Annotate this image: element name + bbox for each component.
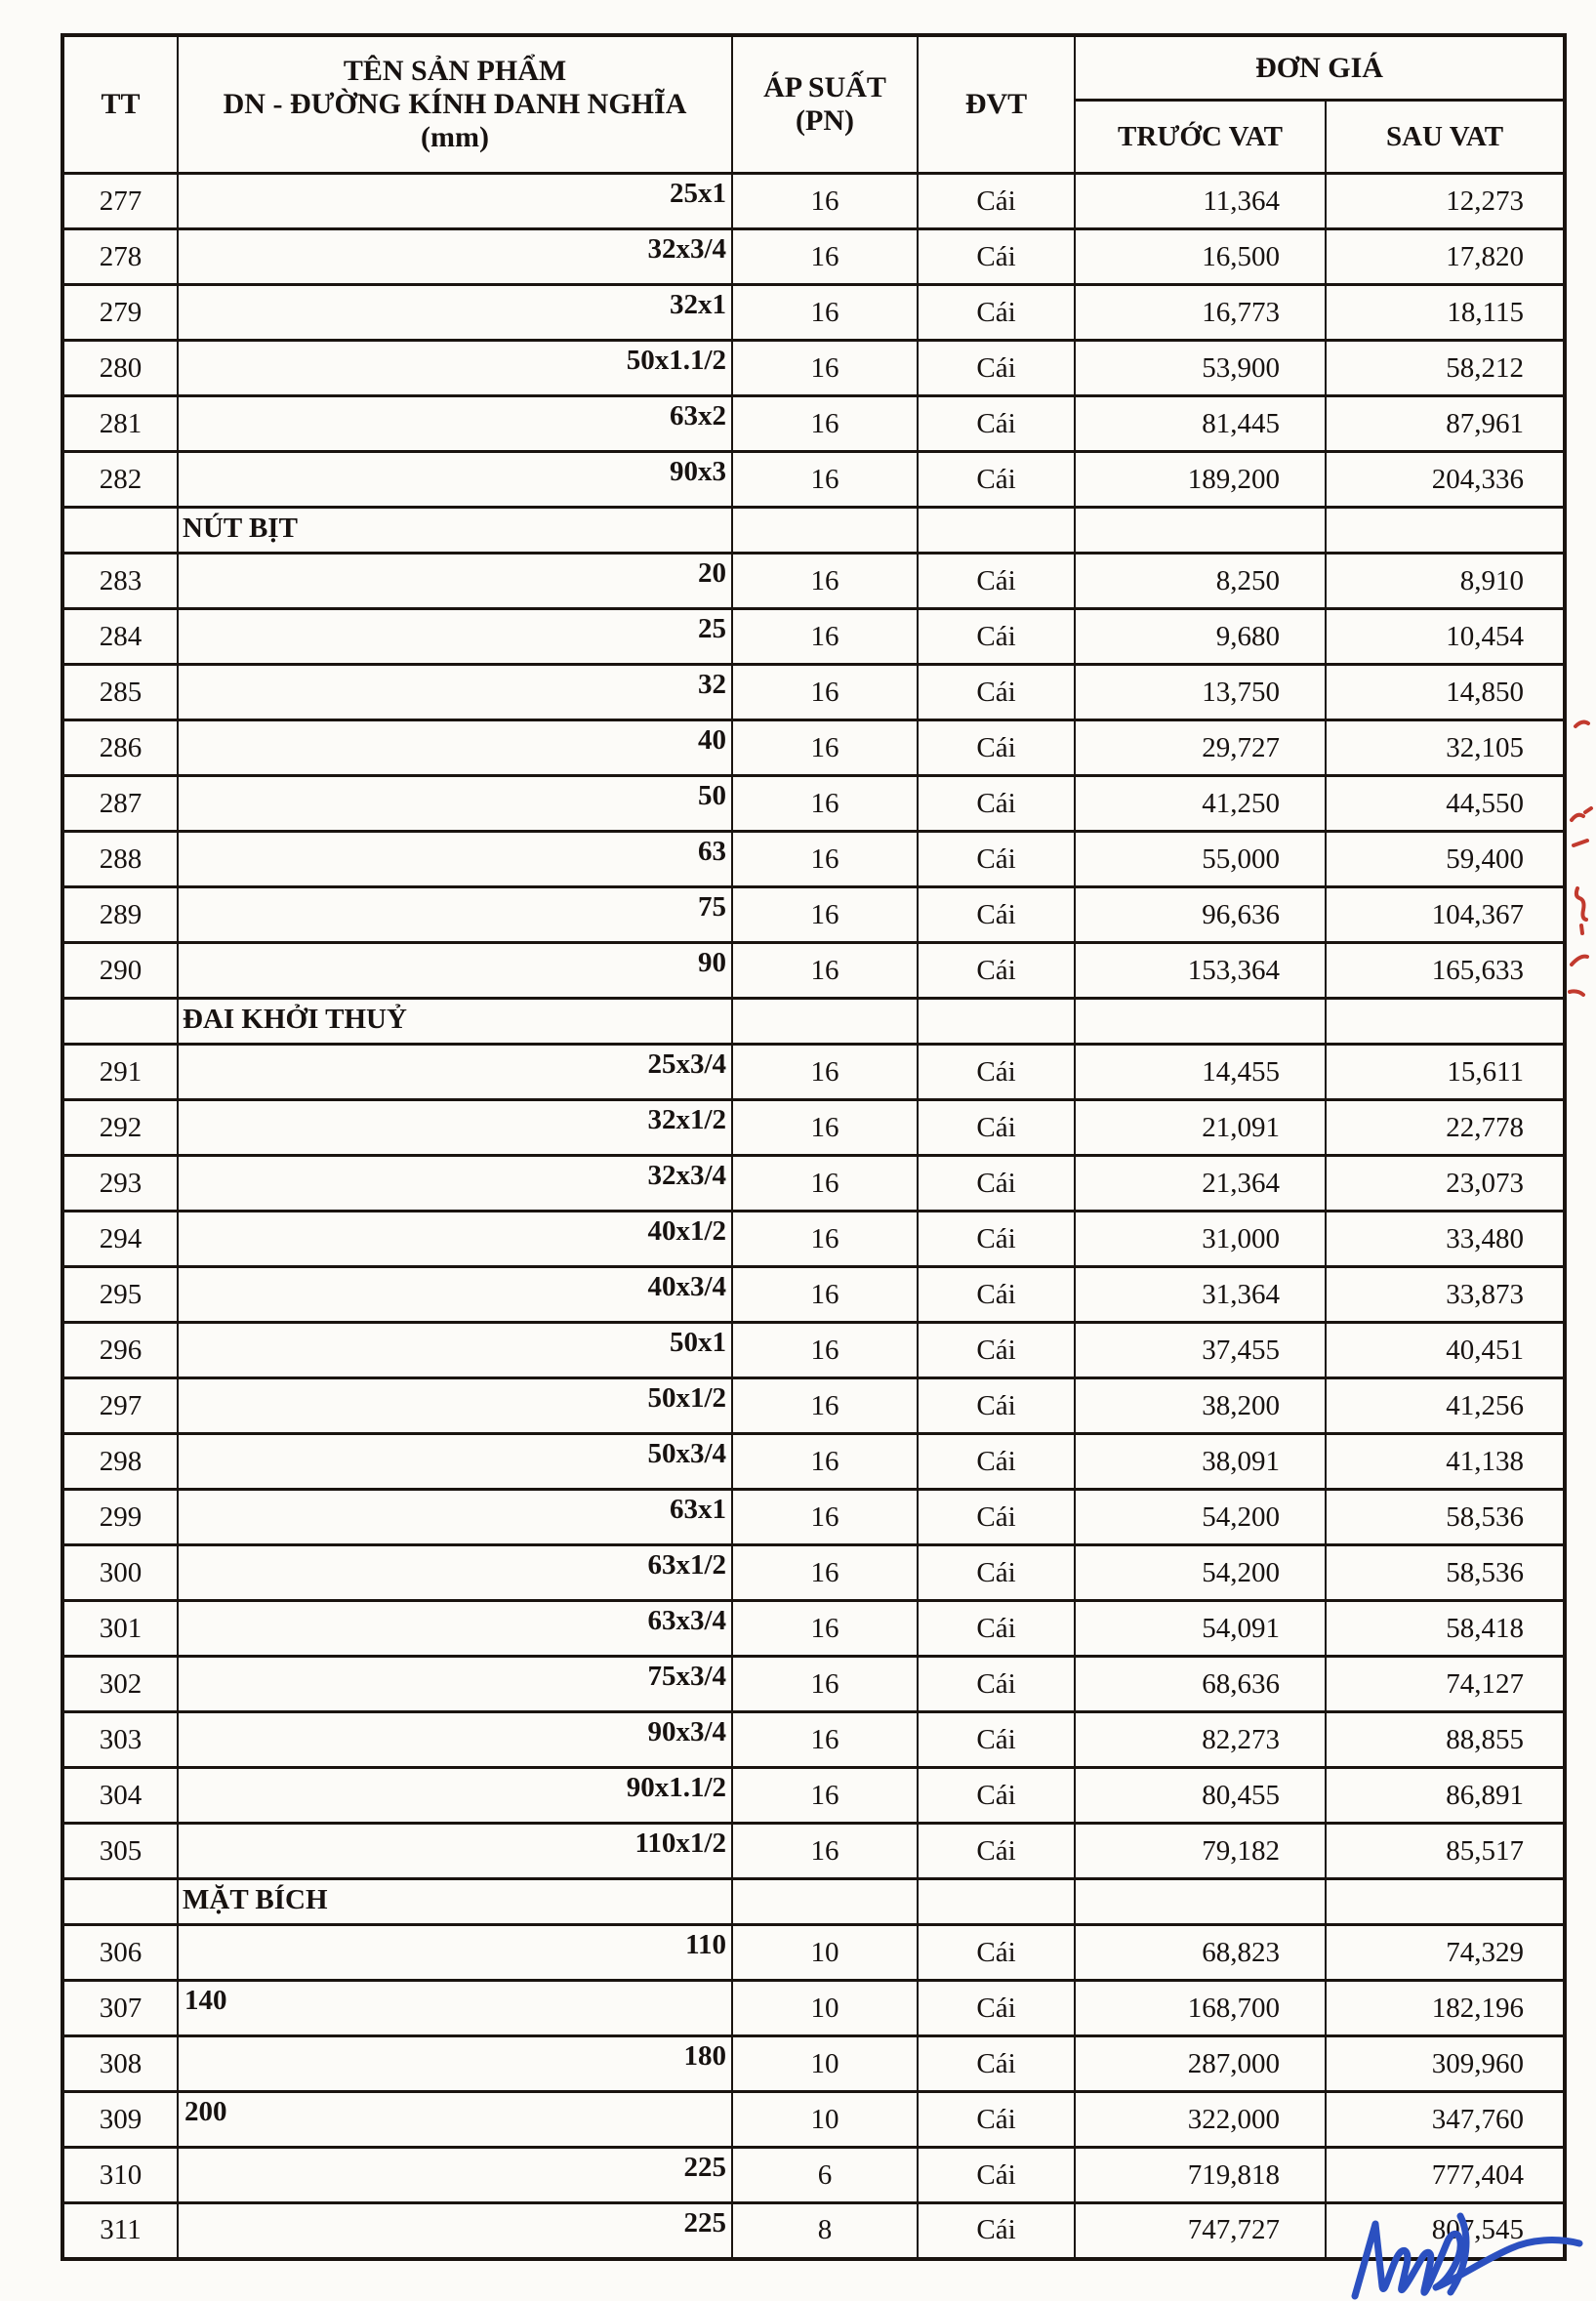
- unit-value: Cái: [918, 341, 1075, 396]
- table-row: [62, 887, 1565, 943]
- price-after-vat: 18,115: [1326, 285, 1565, 341]
- section-row: [62, 1879, 1565, 1925]
- section-empty-pn: [732, 999, 918, 1045]
- row-index: 300: [62, 1545, 178, 1601]
- unit-value: Cái: [918, 1378, 1075, 1434]
- pressure-value: 16: [732, 554, 918, 609]
- product-size: 50x3/4: [178, 1434, 732, 1490]
- section-empty-pn: [732, 508, 918, 554]
- product-size: 200: [178, 2092, 732, 2148]
- pressure-value: 16: [732, 1545, 918, 1601]
- section-row: [62, 999, 1565, 1045]
- price-before-vat: 168,700: [1075, 1981, 1326, 2036]
- header-tt: TT: [62, 35, 178, 174]
- header-price-before-vat: TRƯỚC VAT: [1075, 101, 1326, 174]
- price-after-vat: 165,633: [1326, 943, 1565, 999]
- header-product-line3: (mm): [421, 121, 489, 153]
- unit-value: Cái: [918, 1601, 1075, 1657]
- product-size: 63: [178, 832, 732, 887]
- row-index: 308: [62, 2036, 178, 2092]
- product-size: 40x3/4: [178, 1267, 732, 1323]
- price-after-vat: 33,873: [1326, 1267, 1565, 1323]
- table-row: [62, 720, 1565, 776]
- price-after-vat: 58,536: [1326, 1545, 1565, 1601]
- unit-value: Cái: [918, 887, 1075, 943]
- section-empty-after: [1326, 999, 1565, 1045]
- price-before-vat: 16,500: [1075, 229, 1326, 285]
- product-size: 90x3/4: [178, 1712, 732, 1768]
- pressure-value: 16: [732, 1712, 918, 1768]
- pressure-value: 16: [732, 1323, 918, 1378]
- row-index: 295: [62, 1267, 178, 1323]
- product-size: 225: [178, 2148, 732, 2203]
- price-after-vat: 347,760: [1326, 2092, 1565, 2148]
- pressure-value: 16: [732, 341, 918, 396]
- table-body: [62, 174, 1565, 2259]
- pressure-value: 16: [732, 229, 918, 285]
- price-after-vat: 58,212: [1326, 341, 1565, 396]
- unit-value: Cái: [918, 665, 1075, 720]
- pressure-value: 16: [732, 1378, 918, 1434]
- row-index: 301: [62, 1601, 178, 1657]
- product-size: 90x1.1/2: [178, 1768, 732, 1824]
- product-size: 110x1/2: [178, 1824, 732, 1879]
- unit-value: Cái: [918, 1981, 1075, 2036]
- product-size: 63x3/4: [178, 1601, 732, 1657]
- product-size: 63x1: [178, 1490, 732, 1545]
- table-header: [62, 35, 1565, 174]
- row-index: 310: [62, 2148, 178, 2203]
- product-size: 32x3/4: [178, 229, 732, 285]
- row-index: 281: [62, 396, 178, 452]
- price-after-vat: 10,454: [1326, 609, 1565, 665]
- table-row: [62, 285, 1565, 341]
- price-before-vat: 37,455: [1075, 1323, 1326, 1378]
- price-after-vat: 59,400: [1326, 832, 1565, 887]
- price-after-vat: 182,196: [1326, 1981, 1565, 2036]
- product-size: 90x3: [178, 452, 732, 508]
- product-size: 63x2: [178, 396, 732, 452]
- product-size: 32x1: [178, 285, 732, 341]
- price-after-vat: 58,418: [1326, 1601, 1565, 1657]
- unit-value: Cái: [918, 1657, 1075, 1712]
- table-row: [62, 452, 1565, 508]
- product-size: 25x1: [178, 174, 732, 229]
- unit-value: Cái: [918, 943, 1075, 999]
- pressure-value: 16: [732, 1267, 918, 1323]
- price-before-vat: 80,455: [1075, 1768, 1326, 1824]
- unit-value: Cái: [918, 1545, 1075, 1601]
- row-index: 280: [62, 341, 178, 396]
- header-product-line2: DN - ĐƯỜNG KÍNH DANH NGHĨA: [223, 88, 687, 120]
- row-index: 305: [62, 1824, 178, 1879]
- pressure-value: 16: [732, 285, 918, 341]
- unit-value: Cái: [918, 720, 1075, 776]
- price-before-vat: 38,200: [1075, 1378, 1326, 1434]
- product-size: 25x3/4: [178, 1045, 732, 1100]
- unit-value: Cái: [918, 452, 1075, 508]
- price-after-vat: 309,960: [1326, 2036, 1565, 2092]
- unit-value: Cái: [918, 609, 1075, 665]
- pressure-value: 16: [732, 1045, 918, 1100]
- price-before-vat: 16,773: [1075, 285, 1326, 341]
- unit-value: Cái: [918, 1156, 1075, 1212]
- unit-value: Cái: [918, 554, 1075, 609]
- header-price-after-vat: SAU VAT: [1326, 101, 1565, 174]
- unit-value: Cái: [918, 1212, 1075, 1267]
- product-size: 25: [178, 609, 732, 665]
- price-before-vat: 68,823: [1075, 1925, 1326, 1981]
- price-before-vat: 41,250: [1075, 776, 1326, 832]
- unit-value: Cái: [918, 285, 1075, 341]
- pressure-value: 16: [732, 174, 918, 229]
- table-row: [62, 1434, 1565, 1490]
- price-before-vat: 54,091: [1075, 1601, 1326, 1657]
- product-size: 40: [178, 720, 732, 776]
- product-size: 110: [178, 1925, 732, 1981]
- product-size: 50x1: [178, 1323, 732, 1378]
- table-row: [62, 396, 1565, 452]
- row-index: 306: [62, 1925, 178, 1981]
- price-before-vat: 719,818: [1075, 2148, 1326, 2203]
- price-before-vat: 55,000: [1075, 832, 1326, 887]
- table-row: [62, 2092, 1565, 2148]
- price-after-vat: 88,855: [1326, 1712, 1565, 1768]
- header-product-name: [178, 35, 732, 174]
- section-empty-unit: [918, 1879, 1075, 1925]
- table-row: [62, 554, 1565, 609]
- table-row: [62, 1156, 1565, 1212]
- pressure-value: 16: [732, 1768, 918, 1824]
- section-empty-before: [1075, 999, 1326, 1045]
- section-empty-tt: [62, 1879, 178, 1925]
- table-row: [62, 229, 1565, 285]
- section-title: MẶT BÍCH: [178, 1879, 732, 1925]
- row-index: 293: [62, 1156, 178, 1212]
- product-size: 32: [178, 665, 732, 720]
- pressure-value: 16: [732, 452, 918, 508]
- price-before-vat: 82,273: [1075, 1712, 1326, 1768]
- section-empty-tt: [62, 999, 178, 1045]
- product-size: 50x1.1/2: [178, 341, 732, 396]
- table-row: [62, 2148, 1565, 2203]
- product-size: 20: [178, 554, 732, 609]
- unit-value: Cái: [918, 229, 1075, 285]
- row-index: 279: [62, 285, 178, 341]
- row-index: 283: [62, 554, 178, 609]
- price-before-vat: 189,200: [1075, 452, 1326, 508]
- unit-value: Cái: [918, 1925, 1075, 1981]
- unit-value: Cái: [918, 776, 1075, 832]
- table-row: [62, 776, 1565, 832]
- header-price-group: ĐƠN GIÁ: [1075, 35, 1565, 101]
- price-after-vat: 41,256: [1326, 1378, 1565, 1434]
- product-size: 50: [178, 776, 732, 832]
- row-index: 297: [62, 1378, 178, 1434]
- price-before-vat: 13,750: [1075, 665, 1326, 720]
- product-size: 180: [178, 2036, 732, 2092]
- product-size: 90: [178, 943, 732, 999]
- price-after-vat: 33,480: [1326, 1212, 1565, 1267]
- unit-value: Cái: [918, 396, 1075, 452]
- unit-value: Cái: [918, 1323, 1075, 1378]
- row-index: 307: [62, 1981, 178, 2036]
- price-before-vat: 11,364: [1075, 174, 1326, 229]
- pressure-value: 16: [732, 720, 918, 776]
- unit-value: Cái: [918, 174, 1075, 229]
- table-row: [62, 1100, 1565, 1156]
- unit-value: Cái: [918, 1100, 1075, 1156]
- section-empty-unit: [918, 508, 1075, 554]
- price-before-vat: 8,250: [1075, 554, 1326, 609]
- pressure-value: 16: [732, 1824, 918, 1879]
- pressure-value: 16: [732, 776, 918, 832]
- product-size: 32x1/2: [178, 1100, 732, 1156]
- product-size: 75: [178, 887, 732, 943]
- row-index: 309: [62, 2092, 178, 2148]
- pressure-value: 16: [732, 665, 918, 720]
- price-after-vat: 74,329: [1326, 1925, 1565, 1981]
- unit-value: Cái: [918, 2148, 1075, 2203]
- row-index: 278: [62, 229, 178, 285]
- price-before-vat: 54,200: [1075, 1545, 1326, 1601]
- price-after-vat: 87,961: [1326, 396, 1565, 452]
- pressure-value: 8: [732, 2203, 918, 2259]
- price-after-vat: 807,545: [1326, 2203, 1565, 2259]
- unit-value: Cái: [918, 1712, 1075, 1768]
- unit-value: Cái: [918, 1267, 1075, 1323]
- row-index: 289: [62, 887, 178, 943]
- price-before-vat: 21,364: [1075, 1156, 1326, 1212]
- price-after-vat: 104,367: [1326, 887, 1565, 943]
- row-index: 304: [62, 1768, 178, 1824]
- price-before-vat: 31,000: [1075, 1212, 1326, 1267]
- pressure-value: 10: [732, 1925, 918, 1981]
- row-index: 287: [62, 776, 178, 832]
- price-after-vat: 15,611: [1326, 1045, 1565, 1100]
- row-index: 288: [62, 832, 178, 887]
- pressure-value: 10: [732, 2092, 918, 2148]
- price-before-vat: 322,000: [1075, 2092, 1326, 2148]
- price-before-vat: 31,364: [1075, 1267, 1326, 1323]
- pressure-value: 16: [732, 832, 918, 887]
- price-after-vat: 23,073: [1326, 1156, 1565, 1212]
- row-index: 282: [62, 452, 178, 508]
- row-index: 277: [62, 174, 178, 229]
- price-table: [61, 33, 1567, 2261]
- signature-ink: [1339, 2208, 1595, 2300]
- row-index: 284: [62, 609, 178, 665]
- price-after-vat: 12,273: [1326, 174, 1565, 229]
- row-index: 311: [62, 2203, 178, 2259]
- pressure-value: 16: [732, 1657, 918, 1712]
- product-size: 140: [178, 1981, 732, 2036]
- table-row: [62, 1545, 1565, 1601]
- price-after-vat: 777,404: [1326, 2148, 1565, 2203]
- table-row: [62, 1267, 1565, 1323]
- row-index: 299: [62, 1490, 178, 1545]
- section-empty-pn: [732, 1879, 918, 1925]
- red-ink-strokes: [1570, 722, 1591, 995]
- product-size: 32x3/4: [178, 1156, 732, 1212]
- row-index: 291: [62, 1045, 178, 1100]
- table-row: [62, 1378, 1565, 1434]
- table-row: [62, 2036, 1565, 2092]
- price-after-vat: 85,517: [1326, 1824, 1565, 1879]
- pressure-value: 10: [732, 2036, 918, 2092]
- section-empty-before: [1075, 508, 1326, 554]
- price-after-vat: 58,536: [1326, 1490, 1565, 1545]
- section-title: NÚT BỊT: [178, 508, 732, 554]
- header-unit: ĐVT: [918, 35, 1075, 174]
- pressure-value: 16: [732, 609, 918, 665]
- price-after-vat: 32,105: [1326, 720, 1565, 776]
- row-index: 303: [62, 1712, 178, 1768]
- product-size: 50x1/2: [178, 1378, 732, 1434]
- product-size: 63x1/2: [178, 1545, 732, 1601]
- unit-value: Cái: [918, 2092, 1075, 2148]
- price-before-vat: 81,445: [1075, 396, 1326, 452]
- price-after-vat: 14,850: [1326, 665, 1565, 720]
- price-before-vat: 53,900: [1075, 341, 1326, 396]
- header-pressure-line2: (PN): [796, 104, 854, 137]
- pressure-value: 16: [732, 943, 918, 999]
- unit-value: Cái: [918, 1045, 1075, 1100]
- table-row: [62, 341, 1565, 396]
- table-row: [62, 943, 1565, 999]
- price-after-vat: 22,778: [1326, 1100, 1565, 1156]
- unit-value: Cái: [918, 2036, 1075, 2092]
- price-before-vat: 38,091: [1075, 1434, 1326, 1490]
- pressure-value: 16: [732, 1100, 918, 1156]
- price-after-vat: 41,138: [1326, 1434, 1565, 1490]
- price-before-vat: 747,727: [1075, 2203, 1326, 2259]
- table-row: [62, 1824, 1565, 1879]
- pressure-value: 16: [732, 1490, 918, 1545]
- pressure-value: 16: [732, 1156, 918, 1212]
- price-before-vat: 153,364: [1075, 943, 1326, 999]
- pressure-value: 6: [732, 2148, 918, 2203]
- row-index: 286: [62, 720, 178, 776]
- price-after-vat: 8,910: [1326, 554, 1565, 609]
- table-row: [62, 1045, 1565, 1100]
- product-size: 225: [178, 2203, 732, 2259]
- header-pressure-line1: ÁP SUẤT: [763, 71, 886, 103]
- section-row: [62, 508, 1565, 554]
- table-row: [62, 1323, 1565, 1378]
- price-after-vat: 74,127: [1326, 1657, 1565, 1712]
- unit-value: Cái: [918, 832, 1075, 887]
- price-before-vat: 287,000: [1075, 2036, 1326, 2092]
- row-index: 294: [62, 1212, 178, 1267]
- section-empty-after: [1326, 1879, 1565, 1925]
- section-title: ĐAI KHỞI THUỶ: [178, 999, 732, 1045]
- pressure-value: 16: [732, 887, 918, 943]
- section-empty-unit: [918, 999, 1075, 1045]
- table-row: [62, 665, 1565, 720]
- pressure-value: 16: [732, 1434, 918, 1490]
- unit-value: Cái: [918, 1768, 1075, 1824]
- table-row: [62, 1212, 1565, 1267]
- price-before-vat: 14,455: [1075, 1045, 1326, 1100]
- unit-value: Cái: [918, 2203, 1075, 2259]
- pressure-value: 16: [732, 1212, 918, 1267]
- unit-value: Cái: [918, 1490, 1075, 1545]
- table-row: [62, 1601, 1565, 1657]
- price-before-vat: 54,200: [1075, 1490, 1326, 1545]
- table-row: [62, 1657, 1565, 1712]
- section-empty-tt: [62, 508, 178, 554]
- unit-value: Cái: [918, 1824, 1075, 1879]
- price-after-vat: 40,451: [1326, 1323, 1565, 1378]
- header-product-line1: TÊN SẢN PHẨM: [343, 55, 567, 87]
- price-before-vat: 29,727: [1075, 720, 1326, 776]
- section-empty-after: [1326, 508, 1565, 554]
- table-row: [62, 1925, 1565, 1981]
- table-row: [62, 174, 1565, 229]
- section-empty-before: [1075, 1879, 1326, 1925]
- unit-value: Cái: [918, 1434, 1075, 1490]
- product-size: 40x1/2: [178, 1212, 732, 1267]
- row-index: 290: [62, 943, 178, 999]
- row-index: 292: [62, 1100, 178, 1156]
- price-after-vat: 204,336: [1326, 452, 1565, 508]
- table-row: [62, 1490, 1565, 1545]
- row-index: 296: [62, 1323, 178, 1378]
- header-pressure: [732, 35, 918, 174]
- pressure-value: 10: [732, 1981, 918, 2036]
- red-ink-edge-marks: [1558, 703, 1596, 1015]
- price-after-vat: 86,891: [1326, 1768, 1565, 1824]
- table-row: [62, 609, 1565, 665]
- price-before-vat: 68,636: [1075, 1657, 1326, 1712]
- price-before-vat: 79,182: [1075, 1824, 1326, 1879]
- pressure-value: 16: [732, 1601, 918, 1657]
- table-row: [62, 1981, 1565, 2036]
- price-after-vat: 44,550: [1326, 776, 1565, 832]
- row-index: 302: [62, 1657, 178, 1712]
- price-before-vat: 96,636: [1075, 887, 1326, 943]
- price-before-vat: 21,091: [1075, 1100, 1326, 1156]
- table-row: [62, 1768, 1565, 1824]
- price-before-vat: 9,680: [1075, 609, 1326, 665]
- row-index: 298: [62, 1434, 178, 1490]
- table-row: [62, 832, 1565, 887]
- row-index: 285: [62, 665, 178, 720]
- table-row: [62, 1712, 1565, 1768]
- pressure-value: 16: [732, 396, 918, 452]
- product-size: 75x3/4: [178, 1657, 732, 1712]
- price-after-vat: 17,820: [1326, 229, 1565, 285]
